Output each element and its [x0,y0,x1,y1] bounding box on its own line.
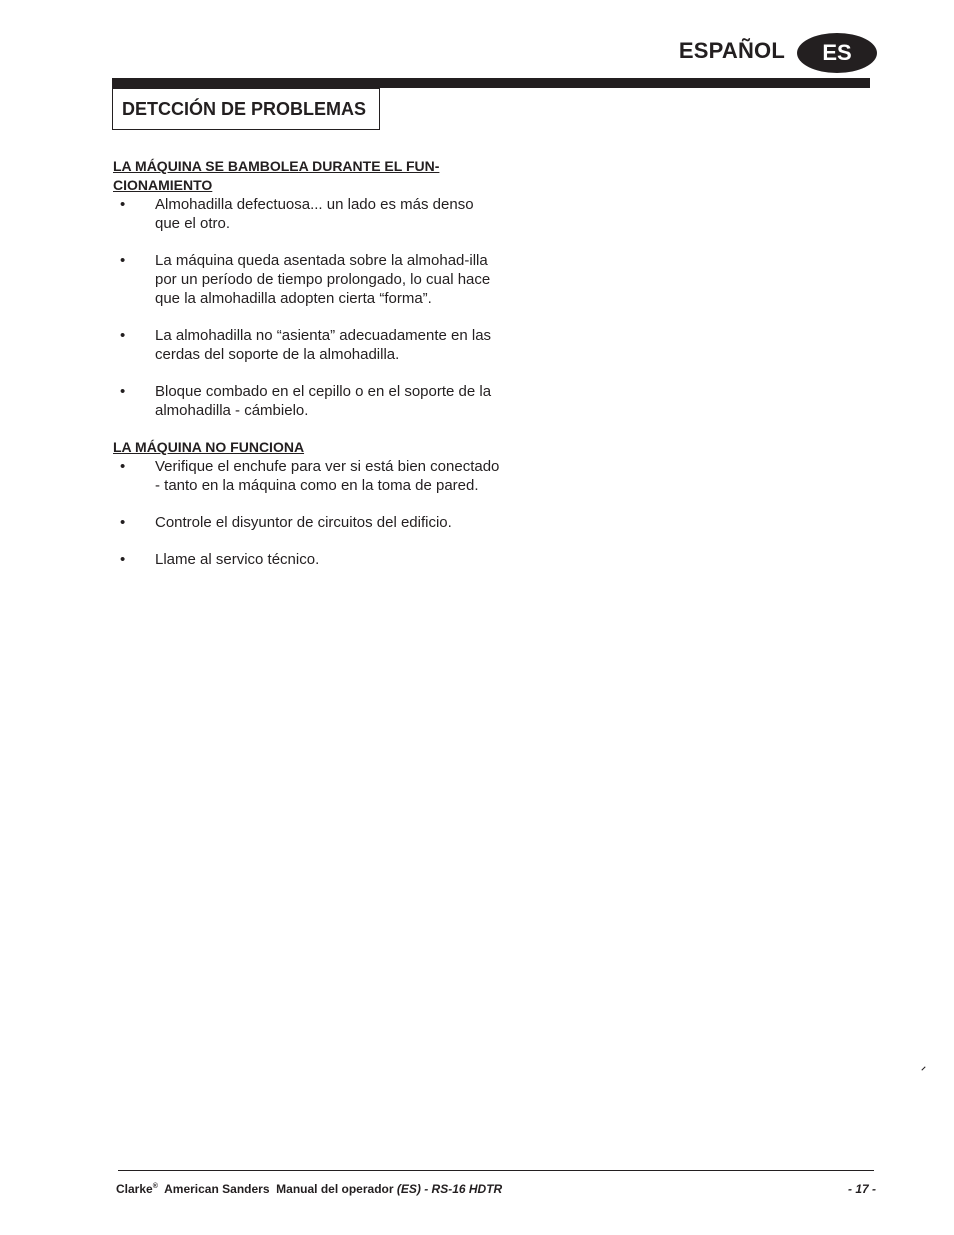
bullet: • [120,252,126,269]
list-item [113,382,500,420]
wobble-causes-list [113,195,513,420]
list-item [113,251,500,308]
list-item-text: Verifique el enchufe para ver si está bien conectado - tanto en la máquina como en la toma de pared. [155,458,500,494]
footer-brand: Clarke [116,1182,153,1196]
footer-text [116,1181,502,1197]
list-item-text: Llame al servico técnico. [155,551,320,568]
problem-heading-wobble [113,157,513,195]
footer-model: (ES) - RS-16 HDTR [396,1182,503,1196]
not-working-causes-list [113,457,513,569]
list-item [113,513,500,532]
heading-line: CIONAMIENTO [113,177,213,193]
footer-company: American Sanders [164,1182,270,1196]
footer-manual: Manual del operador [276,1182,394,1196]
footer-rule [118,1170,874,1171]
list-item [113,550,500,569]
bullet: • [120,383,126,400]
list-item-text: Bloque combado en el cepillo o en el soporte de la almohadilla - cámbielo. [155,383,492,419]
language-badge: ES [797,33,877,73]
bullet: • [120,551,126,568]
list-item [113,195,500,233]
bullet: • [120,196,126,213]
troubleshooting-content [113,157,513,587]
list-item-text: La almohadilla no “asienta” adecuadamente en las cerdas del soporte de la almohadilla. [155,327,492,363]
list-item-text: La máquina queda asentada sobre la almohad-illa por un período de tiempo prolongado, lo cual hace que la almohadilla adopten cierta “forma”. [155,252,491,307]
bullet: • [120,514,126,531]
list-item-text: Almohadilla defectuosa... un lado es más denso que el otro. [155,196,474,232]
list-item [113,457,500,495]
bullet: • [120,327,126,344]
language-label: ESPAÑOL [678,38,785,63]
list-item [113,326,500,364]
heading-line: LA MÁQUINA SE BAMBOLEA DURANTE EL FUN- [113,158,440,174]
list-item-text: Controle el disyuntor de circuitos del edificio. [155,514,452,531]
page-number: - 17 - [847,1182,876,1196]
problem-heading-not-working: LA MÁQUINA NO FUNCIONA [113,439,305,455]
stray-mark [921,1066,925,1070]
section-title: DETCCIÓN DE PROBLEMAS [112,88,380,130]
bullet: • [120,458,126,475]
header-rule [112,78,870,88]
registered-mark: ® [152,1183,158,1190]
